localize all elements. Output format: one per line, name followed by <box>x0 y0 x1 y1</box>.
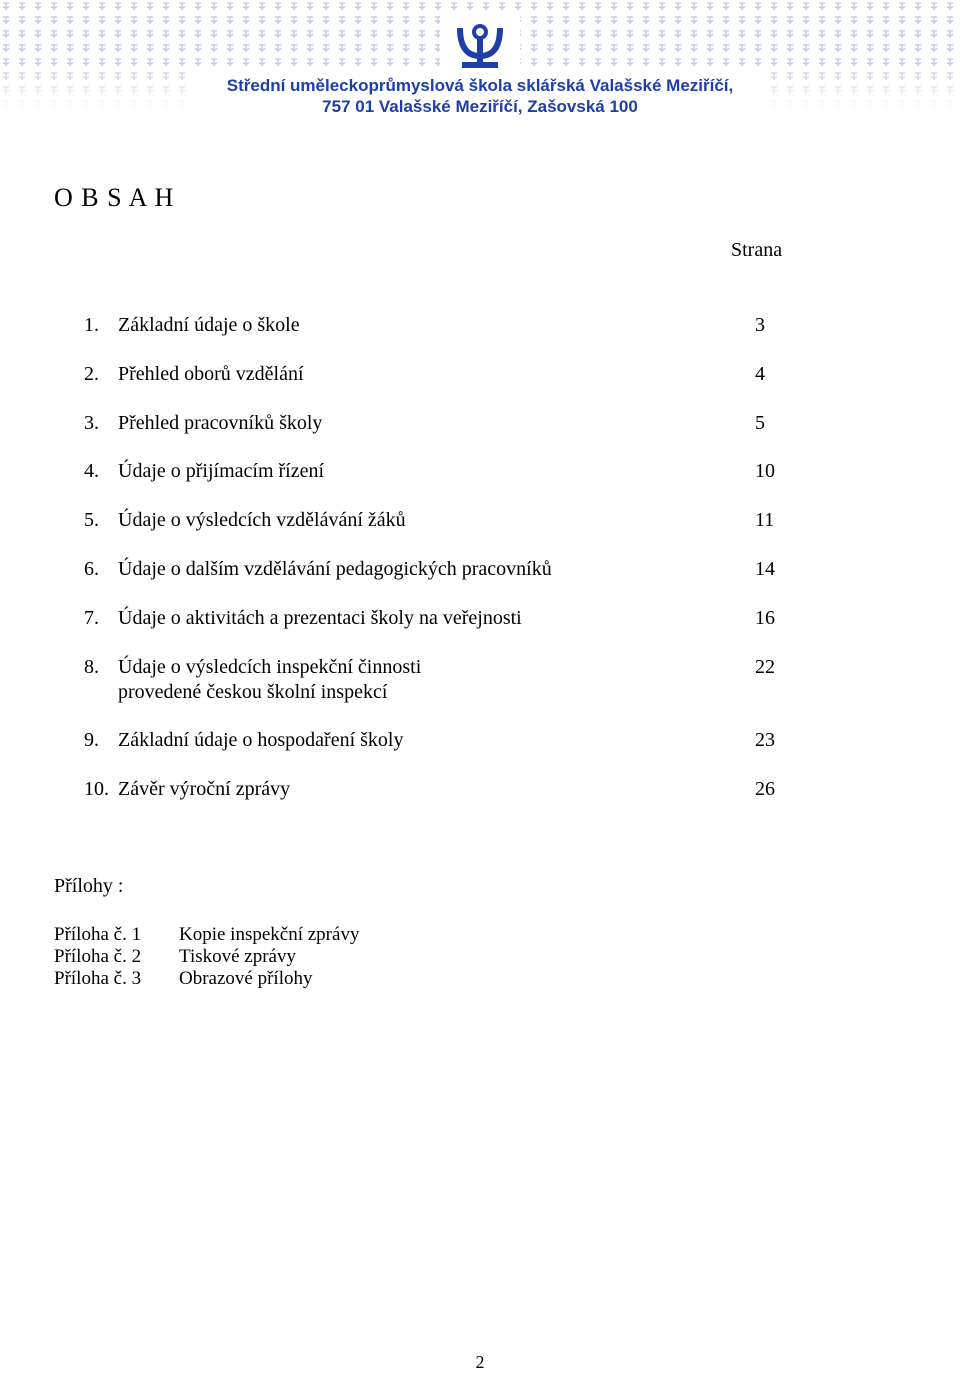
toc-text: Přehled oborů vzdělání <box>118 363 304 385</box>
toc-page: 23 <box>755 729 775 751</box>
toc-page: 3 <box>755 314 765 336</box>
toc-text: provedené českou školní inspekcí <box>118 681 388 703</box>
annex-item <box>54 968 313 990</box>
toc-text: Závěr výroční zprávy <box>118 778 291 800</box>
toc-text: Údaje o aktivitách a prezentaci školy na veřejnosti <box>118 607 522 629</box>
toc-text: Údaje o výsledcích vzdělávání žáků <box>118 509 406 531</box>
toc-text: Přehled pracovníků školy <box>118 412 323 434</box>
toc-number: 1. <box>84 314 99 336</box>
toc-number: 5. <box>84 509 99 531</box>
annex-label: Příloha č. 3 <box>54 968 142 989</box>
annex-desc: Kopie inspekční zprávy <box>179 924 360 945</box>
annex-desc: Tiskové zprávy <box>179 946 296 967</box>
toc-page: 11 <box>755 509 775 531</box>
toc-text: Údaje o přijímacím řízení <box>118 460 325 482</box>
annex-item <box>54 924 360 946</box>
toc-number: 3. <box>84 412 99 434</box>
toc-page: 10 <box>755 460 775 482</box>
annex-desc: Obrazové přílohy <box>179 968 313 989</box>
school-name: Střední uměleckoprůmyslová škola sklářská Valašské Meziříčí, <box>226 76 734 95</box>
annex-title: Přílohy : <box>54 875 124 897</box>
page-title: O B S A H <box>54 183 175 212</box>
annex-label: Příloha č. 1 <box>54 924 142 945</box>
page-number: 2 <box>475 1352 485 1372</box>
toc-text: Základní údaje o hospodaření školy <box>118 729 404 751</box>
toc-number: 9. <box>84 729 99 751</box>
toc-text: Údaje o výsledcích inspekční činnosti <box>118 656 422 678</box>
toc-page: 5 <box>755 412 765 434</box>
page-column-label: Strana <box>731 239 783 261</box>
toc-number: 2. <box>84 363 99 385</box>
toc-page: 4 <box>755 363 765 385</box>
school-emblem-icon <box>452 22 508 74</box>
toc-text: Základní údaje o škole <box>118 314 300 336</box>
toc-page: 14 <box>755 558 775 580</box>
toc-page: 26 <box>755 778 775 800</box>
toc-text: Údaje o dalším vzdělávání pedagogických pracovníků <box>118 558 552 580</box>
toc-number: 10. <box>84 778 109 800</box>
annex-label: Příloha č. 2 <box>54 946 142 967</box>
toc-page: 16 <box>755 607 775 629</box>
toc-number: 6. <box>84 558 99 580</box>
toc-page: 22 <box>755 656 775 678</box>
toc-number: 4. <box>84 460 99 482</box>
toc-number: 7. <box>84 607 99 629</box>
annex-item <box>54 946 296 968</box>
toc-number: 8. <box>84 656 99 678</box>
school-address: 757 01 Valašské Meziříčí, Zašovská 100 <box>322 97 638 116</box>
